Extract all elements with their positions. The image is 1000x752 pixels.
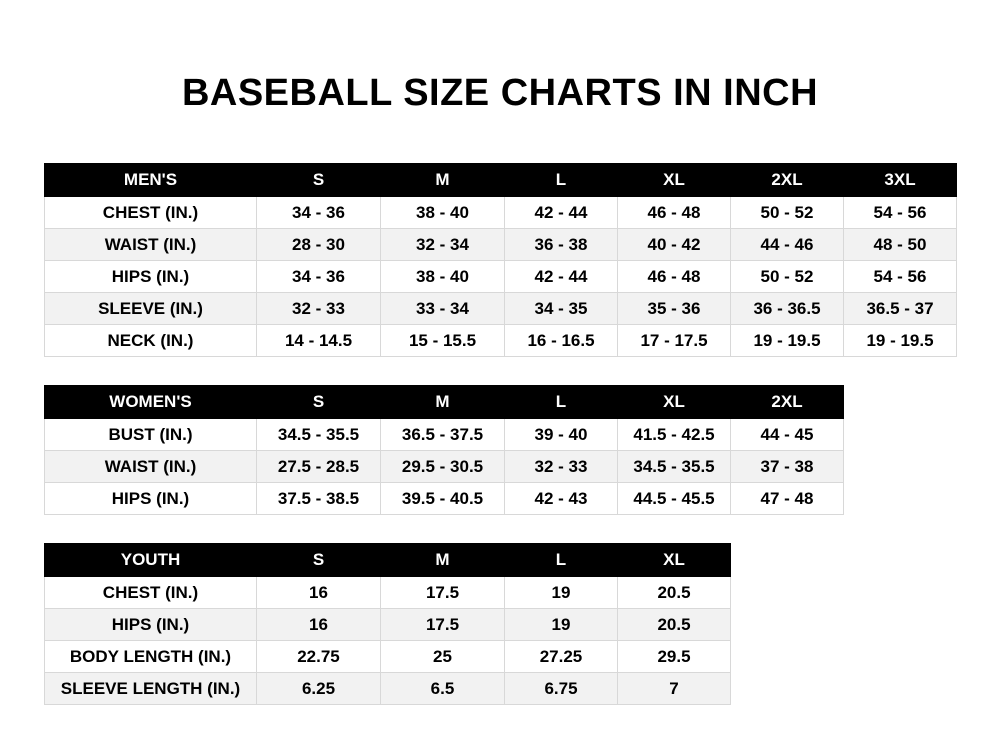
table-row — [45, 325, 957, 357]
table-cell: 48 - 50 — [844, 229, 957, 261]
row-label: HIPS (IN.) — [45, 483, 257, 515]
table-row — [45, 483, 844, 515]
table-cell: 22.75 — [257, 641, 381, 673]
mens-size-table — [44, 163, 957, 357]
column-header: 2XL — [731, 164, 844, 197]
column-header: S — [257, 386, 381, 419]
table-header-row — [45, 386, 844, 419]
row-label: HIPS (IN.) — [45, 261, 257, 293]
table-cell: 37.5 - 38.5 — [257, 483, 381, 515]
table-row — [45, 673, 731, 705]
column-header: S — [257, 164, 381, 197]
table-cell: 36 - 36.5 — [731, 293, 844, 325]
table-row — [45, 451, 844, 483]
row-label: WAIST (IN.) — [45, 451, 257, 483]
table-cell: 54 - 56 — [844, 197, 957, 229]
page-title: BASEBALL SIZE CHARTS IN INCH — [181, 72, 819, 114]
column-header: L — [505, 386, 618, 419]
table-row — [45, 577, 731, 609]
table-row — [45, 419, 844, 451]
row-label: BODY LENGTH (IN.) — [45, 641, 257, 673]
table-cell: 40 - 42 — [618, 229, 731, 261]
table-row — [45, 229, 957, 261]
row-label: NECK (IN.) — [45, 325, 257, 357]
table-cell: 19 — [505, 577, 618, 609]
size-tables-container — [0, 163, 1000, 705]
youth-size-table-block — [44, 543, 956, 705]
table-header-row — [45, 164, 957, 197]
column-header: XL — [618, 164, 731, 197]
row-label: SLEEVE LENGTH (IN.) — [45, 673, 257, 705]
table-cell: 27.25 — [505, 641, 618, 673]
table-cell: 17.5 — [381, 609, 505, 641]
table-cell: 6.25 — [257, 673, 381, 705]
table-cell: 46 - 48 — [618, 261, 731, 293]
table-cell: 19 — [505, 609, 618, 641]
table-cell: 44 - 45 — [731, 419, 844, 451]
table-cell: 7 — [618, 673, 731, 705]
table-cell: 36.5 - 37.5 — [381, 419, 505, 451]
womens-size-table-block — [44, 385, 956, 515]
womens-size-table — [44, 385, 844, 515]
table-cell: 44 - 46 — [731, 229, 844, 261]
table-cell: 20.5 — [618, 609, 731, 641]
column-header: XL — [618, 544, 731, 577]
table-row — [45, 197, 957, 229]
table-cell: 19 - 19.5 — [731, 325, 844, 357]
table-cell: 6.5 — [381, 673, 505, 705]
table-cell: 14 - 14.5 — [257, 325, 381, 357]
column-header: 3XL — [844, 164, 957, 197]
table-cell: 16 - 16.5 — [505, 325, 618, 357]
table-cell: 38 - 40 — [381, 197, 505, 229]
table-cell: 39.5 - 40.5 — [381, 483, 505, 515]
column-header: 2XL — [731, 386, 844, 419]
table-cell: 20.5 — [618, 577, 731, 609]
column-header: M — [381, 386, 505, 419]
table-cell: 19 - 19.5 — [844, 325, 957, 357]
row-label: CHEST (IN.) — [45, 577, 257, 609]
table-cell: 35 - 36 — [618, 293, 731, 325]
table-cell: 36 - 38 — [505, 229, 618, 261]
table-cell: 29.5 — [618, 641, 731, 673]
row-label: HIPS (IN.) — [45, 609, 257, 641]
table-cell: 50 - 52 — [731, 197, 844, 229]
table-header-row — [45, 544, 731, 577]
table-cell: 37 - 38 — [731, 451, 844, 483]
table-row — [45, 261, 957, 293]
table-cell: 17.5 — [381, 577, 505, 609]
table-cell: 27.5 - 28.5 — [257, 451, 381, 483]
table-cell: 32 - 33 — [505, 451, 618, 483]
table-cell: 16 — [257, 609, 381, 641]
table-row — [45, 609, 731, 641]
table-cell: 50 - 52 — [731, 261, 844, 293]
column-header: S — [257, 544, 381, 577]
table-cell: 38 - 40 — [381, 261, 505, 293]
table-cell: 6.75 — [505, 673, 618, 705]
table-cell: 54 - 56 — [844, 261, 957, 293]
table-cell: 15 - 15.5 — [381, 325, 505, 357]
table-row — [45, 293, 957, 325]
row-label: SLEEVE (IN.) — [45, 293, 257, 325]
table-cell: 17 - 17.5 — [618, 325, 731, 357]
table-cell: 34 - 35 — [505, 293, 618, 325]
table-cell: 32 - 33 — [257, 293, 381, 325]
table-cell: 41.5 - 42.5 — [618, 419, 731, 451]
column-header: L — [505, 544, 618, 577]
table-row — [45, 641, 731, 673]
table-cell: 36.5 - 37 — [844, 293, 957, 325]
column-header: WOMEN'S — [45, 386, 257, 419]
mens-size-table-block — [44, 163, 956, 357]
table-cell: 42 - 44 — [505, 261, 618, 293]
youth-size-table — [44, 543, 731, 705]
column-header: M — [381, 164, 505, 197]
row-label: BUST (IN.) — [45, 419, 257, 451]
table-cell: 25 — [381, 641, 505, 673]
table-cell: 39 - 40 — [505, 419, 618, 451]
table-cell: 34 - 36 — [257, 261, 381, 293]
column-header: L — [505, 164, 618, 197]
table-cell: 34.5 - 35.5 — [257, 419, 381, 451]
table-cell: 47 - 48 — [731, 483, 844, 515]
table-cell: 29.5 - 30.5 — [381, 451, 505, 483]
table-cell: 33 - 34 — [381, 293, 505, 325]
table-cell: 32 - 34 — [381, 229, 505, 261]
table-cell: 44.5 - 45.5 — [618, 483, 731, 515]
column-header: XL — [618, 386, 731, 419]
row-label: CHEST (IN.) — [45, 197, 257, 229]
table-cell: 28 - 30 — [257, 229, 381, 261]
column-header: MEN'S — [45, 164, 257, 197]
table-cell: 46 - 48 — [618, 197, 731, 229]
table-cell: 42 - 43 — [505, 483, 618, 515]
column-header: M — [381, 544, 505, 577]
column-header: YOUTH — [45, 544, 257, 577]
table-cell: 42 - 44 — [505, 197, 618, 229]
table-cell: 16 — [257, 577, 381, 609]
table-cell: 34 - 36 — [257, 197, 381, 229]
row-label: WAIST (IN.) — [45, 229, 257, 261]
table-cell: 34.5 - 35.5 — [618, 451, 731, 483]
